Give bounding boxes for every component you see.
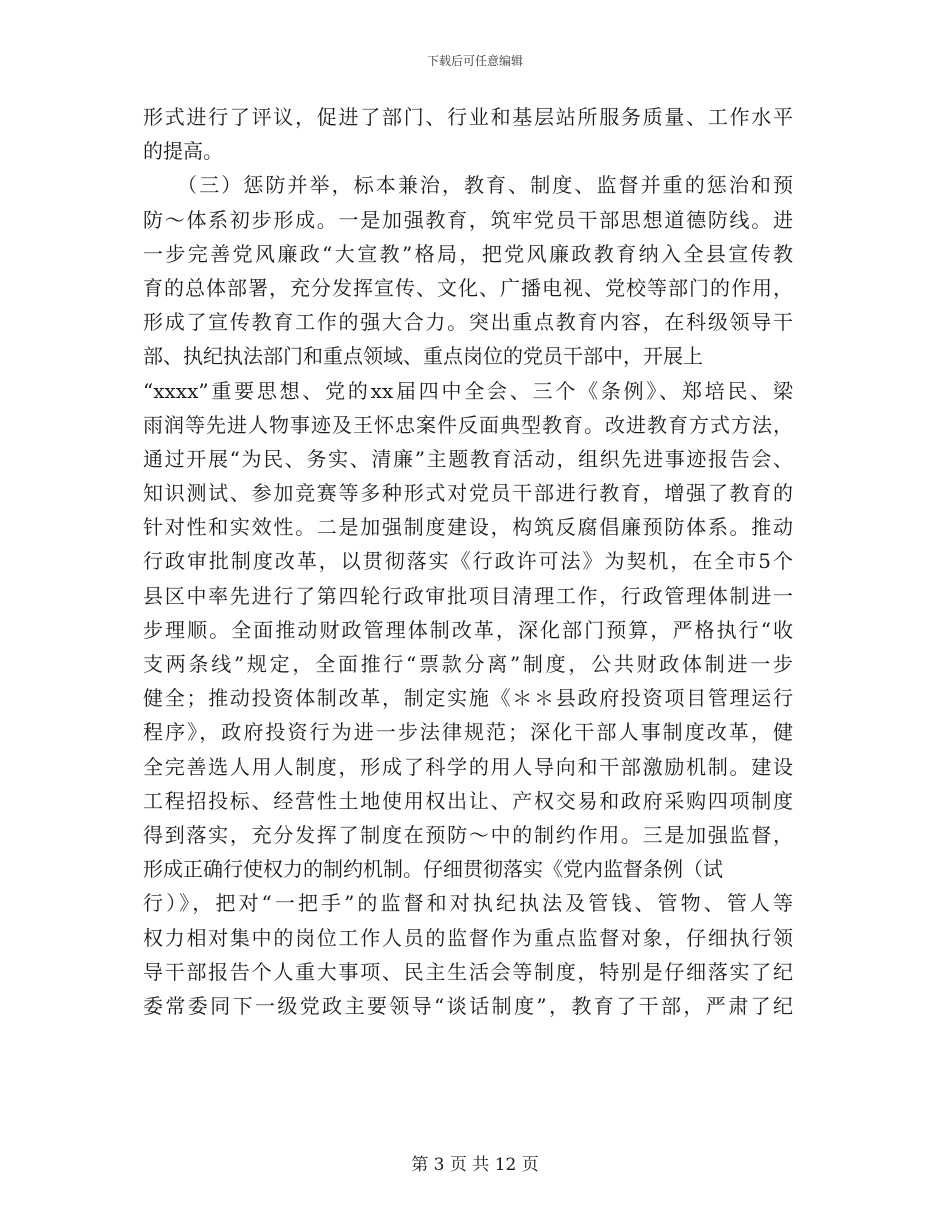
page-header: 下载后可任意编辑 (426, 54, 523, 68)
text-line: 县区中率先进行了第四轮行政审批项目清理工作，行政管理体制进一 (143, 583, 793, 608)
text-line: 通过开展“为民、务实、清廉”主题教育活动，组织先进事迹报告会、 (143, 446, 793, 471)
text-line: 一步完善党风廉政“大宣教”格局，把党风廉政教育纳入全县宣传教 (143, 241, 793, 266)
text-line: 部、执纪执法部门和重点领域、重点岗位的党员干部中，开展上 (143, 344, 703, 369)
text-line: 形式进行了评议，促进了部门、行业和基层站所服务质量、工作水平 (143, 105, 793, 129)
text-line: 知识测试、参加竞赛等多种形式对党员干部进行教育，增强了教育的 (143, 481, 793, 506)
text-line: 行）》，把对“一把手”的监督和对执纪执法及管钱、管物、管人等 (143, 891, 793, 916)
text-line: 健全；推动投资体制改革，制定实施《＊＊县政府投资项目管理运行 (143, 686, 793, 711)
text-line: 步理顺。全面推动财政管理体制改革，深化部门预算，严格执行“收 (143, 617, 793, 642)
text-line: 权力相对集中的岗位工作人员的监督作为重点监督对象，仔细执行领 (143, 925, 793, 950)
text-line: （三）惩防并举，标本兼治，教育、制度、监督并重的惩治和预 (143, 173, 793, 198)
text-line: 雨润等先进人物事迹及王怀忠案件反面典型教育。改进教育方式方法， (143, 412, 793, 437)
text-line: 全完善选人用人制度，形成了科学的用人导向和干部激励机制。建设 (143, 754, 793, 779)
text-line: 的提高。 (143, 139, 223, 164)
text-line: 工程招投标、经营性土地使用权出让、产权交易和政府采购四项制度 (143, 788, 793, 813)
text-line: 形成了宣传教育工作的强大合力。突出重点教育内容，在科级领导干 (143, 310, 793, 335)
page-number-footer: 第 3 页 共 12 页 (411, 1155, 539, 1175)
text-line: 程序》，政府投资行为进一步法律规范；深化干部人事制度改革，健 (143, 720, 793, 745)
text-line: 防～体系初步形成。一是加强教育，筑牢党员干部思想道德防线。进 (143, 207, 793, 232)
body-text (143, 100, 793, 1023)
text-line: 针对性和实效性。二是加强制度建设，构筑反腐倡廉预防体系。推动 (143, 515, 793, 540)
text-line: 得到落实，充分发挥了制度在预防～中的制约作用。三是加强监督， (143, 822, 793, 847)
text-line: 导干部报告个人重大事项、民主生活会等制度，特别是仔细落实了纪 (143, 959, 793, 984)
text-line: 育的总体部署，充分发挥宣传、文化、广播电视、党校等部门的作用， (143, 275, 793, 300)
text-line: 委常委同下一级党政主要领导“谈话制度”，教育了干部，严肃了纪 (143, 993, 793, 1018)
text-line: 行政审批制度改革，以贯彻落实《行政许可法》为契机，在全市5个 (143, 549, 793, 574)
text-line: “xxxx”重要思想、党的xx届四中全会、三个《条例》、郑培民、梁 (143, 378, 793, 403)
text-line: 形成正确行使权力的制约机制。仔细贯彻落实《党内监督条例（试 (143, 857, 723, 882)
text-line: 支两条线”规定，全面推行“票款分离”制度，公共财政体制进一步 (143, 652, 793, 676)
